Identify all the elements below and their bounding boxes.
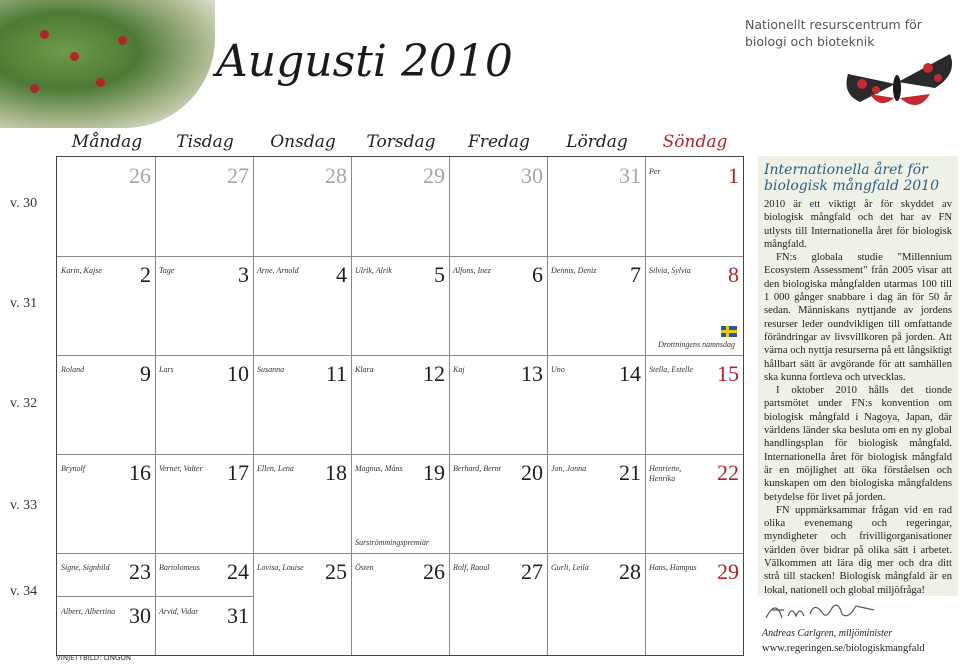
name-day-label: Brynolf xyxy=(61,464,85,473)
day-number: 25 xyxy=(325,559,347,584)
day-number: 10 xyxy=(227,361,249,386)
name-day-label: Jon, Jonna xyxy=(551,464,587,473)
day-cell[interactable] xyxy=(57,454,155,553)
day-cell[interactable] xyxy=(449,355,547,454)
day-cell[interactable] xyxy=(449,454,547,553)
name-day-label: Uno xyxy=(551,365,565,374)
week-number: v. 32 xyxy=(10,396,38,411)
name-day-label: Ulrik, Alrik xyxy=(355,266,392,275)
day-number: 7 xyxy=(630,262,641,287)
name-day-label: Roland xyxy=(61,365,85,374)
name-day-label: Silvia, Sylvia xyxy=(649,266,691,275)
weekday-headers xyxy=(58,132,748,154)
sidebar-paragraph: 2010 är ett viktigt år för skyddet av biologisk mångfald och det har av FN utlysts till Internationella året för biologisk mångfald. xyxy=(764,199,952,250)
day-cell[interactable] xyxy=(645,256,743,355)
day-number: 5 xyxy=(434,262,445,287)
event-label: Surströmmingspremiär xyxy=(355,538,429,547)
day-number: 26 xyxy=(129,163,151,188)
day-number: 6 xyxy=(532,262,543,287)
weekday-header: Fredag xyxy=(468,132,530,152)
day-number: 27 xyxy=(521,559,543,584)
name-day-label: Stella, Estelle xyxy=(649,365,693,374)
berry-dot xyxy=(96,78,105,87)
day-number: 13 xyxy=(521,361,543,386)
signature-icon xyxy=(762,596,882,626)
name-day-label: Gurli, Leila xyxy=(551,563,589,572)
day-number: 17 xyxy=(227,460,249,485)
sidebar-text xyxy=(764,198,952,597)
day-number: 27 xyxy=(227,163,249,188)
day-cell[interactable] xyxy=(155,597,253,653)
name-day-label: Östen xyxy=(355,563,374,572)
sidebar-title: Internationella året för biologisk mångfald 2010 xyxy=(764,162,939,194)
name-day-label: Karin, Kajse xyxy=(61,266,102,275)
day-cell[interactable] xyxy=(57,355,155,454)
day-number: 24 xyxy=(227,559,249,584)
week-number: v. 31 xyxy=(10,296,38,311)
day-number: 21 xyxy=(619,460,641,485)
name-day-label: Klara xyxy=(355,365,374,374)
berry-dot xyxy=(40,30,49,39)
day-cell[interactable] xyxy=(253,553,351,593)
swedish-flag-icon xyxy=(721,326,737,337)
day-number: 16 xyxy=(129,460,151,485)
day-number: 8 xyxy=(728,262,739,287)
name-day-label: Per xyxy=(649,167,661,176)
day-number: 29 xyxy=(423,163,445,188)
day-cell[interactable] xyxy=(645,553,743,593)
berry-dot xyxy=(30,84,39,93)
berry-dot xyxy=(70,52,79,61)
day-number: 23 xyxy=(129,559,151,584)
day-number: 30 xyxy=(129,603,151,628)
day-cell[interactable] xyxy=(449,553,547,593)
day-cell[interactable] xyxy=(57,157,155,256)
day-cell[interactable] xyxy=(645,157,743,256)
day-number: 31 xyxy=(619,163,641,188)
day-cell[interactable] xyxy=(547,454,645,553)
day-number: 9 xyxy=(140,361,151,386)
sidebar-paragraph: I oktober 2010 hålls det tionde partsmötet under FN:s konvention om biologisk mångfald i Nagoya, Japan, där världens länder ska besluta om en ny global handlingsplan för biologisk mångfald. Internationella året för biologisk mångfald är en möjlighet att öka förståelsen och kunskapen om den biologiska mångfaldens betydelse för livet på jorden. xyxy=(764,385,952,503)
name-day-label: Hans, Hampus xyxy=(649,563,697,572)
day-cell[interactable] xyxy=(351,157,449,256)
day-cell[interactable] xyxy=(351,355,449,454)
info-sidebar xyxy=(758,156,958,596)
day-cell[interactable] xyxy=(57,256,155,355)
day-cell[interactable] xyxy=(155,256,253,355)
day-number: 3 xyxy=(238,262,249,287)
info-url: www.regeringen.se/biologiskmangfald xyxy=(762,643,925,654)
day-cell[interactable] xyxy=(57,597,155,653)
day-number: 29 xyxy=(717,559,739,584)
name-day-label: Albert, Albertina xyxy=(61,607,116,616)
lingonberry-vignette-photo xyxy=(0,0,215,128)
name-day-label: Magnus, Måns xyxy=(355,464,403,473)
day-number: 15 xyxy=(717,361,739,386)
day-cell[interactable] xyxy=(351,256,449,355)
name-day-label: Alfons, Inez xyxy=(453,266,491,275)
name-day-label: Susanna xyxy=(257,365,285,374)
day-cell[interactable] xyxy=(449,157,547,256)
day-number: 28 xyxy=(619,559,641,584)
name-day-label: Lovisa, Louise xyxy=(257,563,304,572)
day-number: 12 xyxy=(423,361,445,386)
name-day-label: Rolf, Raoul xyxy=(453,563,490,572)
weekday-header: Tisdag xyxy=(176,132,234,152)
name-day-label: Bartolomeus xyxy=(159,563,200,572)
sidebar-paragraph: FN uppmärksammar frågan vid en rad olika evenemang och regeringar, myndigheter och frivilligorganisationer världen över bidrar på olika sätt i arbetet. Välkommen att lära dig mer och dra ditt strå till stacken! Biologisk mångfald är en lokal, nationell och global miljöfråga! xyxy=(764,504,952,596)
day-number: 30 xyxy=(521,163,543,188)
weekday-header: Onsdag xyxy=(270,132,336,152)
day-cell[interactable] xyxy=(645,454,743,553)
calendar-grid xyxy=(56,156,744,656)
day-number: 22 xyxy=(717,460,739,485)
day-cell[interactable] xyxy=(155,454,253,553)
day-number: 20 xyxy=(521,460,543,485)
week-number: v. 33 xyxy=(10,498,38,513)
day-cell[interactable] xyxy=(253,157,351,256)
name-day-label: Arne, Arnold xyxy=(257,266,299,275)
day-cell[interactable] xyxy=(253,355,351,454)
name-day-label: Tage xyxy=(159,266,175,275)
weekday-header: Måndag xyxy=(71,132,143,152)
day-number: 11 xyxy=(325,361,347,386)
day-cell[interactable] xyxy=(253,454,351,553)
day-number: 1 xyxy=(728,163,739,188)
name-day-label: Henriette, Henrika xyxy=(649,464,682,483)
day-cell[interactable] xyxy=(57,553,155,593)
day-cell[interactable] xyxy=(449,256,547,355)
day-number: 28 xyxy=(325,163,347,188)
photo-credit: VINJETTBILD: LINGON xyxy=(56,654,132,662)
day-number: 19 xyxy=(423,460,445,485)
name-day-label: Verner, Valter xyxy=(159,464,203,473)
day-number: 31 xyxy=(227,603,249,628)
name-day-label: Arvid, Vidar xyxy=(159,607,199,616)
name-day-label: Signe, Signhild xyxy=(61,563,110,572)
day-number: 2 xyxy=(140,262,151,287)
day-cell[interactable] xyxy=(547,157,645,256)
organization-logo-text: Nationellt resurscentrum för biologi och bioteknik xyxy=(745,17,922,49)
week-number: v. 30 xyxy=(10,196,38,211)
day-cell[interactable] xyxy=(547,256,645,355)
day-cell[interactable] xyxy=(155,355,253,454)
weekday-header-sunday: Söndag xyxy=(662,132,728,152)
day-cell[interactable] xyxy=(547,553,645,593)
name-day-label: Ellen, Lena xyxy=(257,464,294,473)
week-number: v. 34 xyxy=(10,584,38,599)
day-cell[interactable] xyxy=(253,256,351,355)
grid-row-divider xyxy=(57,596,253,597)
weekday-header: Torsdag xyxy=(366,132,436,152)
name-day-label: Lars xyxy=(159,365,174,374)
day-number: 26 xyxy=(423,559,445,584)
day-cell[interactable] xyxy=(155,553,253,593)
day-cell[interactable] xyxy=(351,553,449,593)
event-label: Drottningens namnsdag xyxy=(658,340,735,349)
page-title: Augusti 2010 xyxy=(216,36,513,87)
day-cell[interactable] xyxy=(351,454,449,553)
name-day-label: Kaj xyxy=(453,365,465,374)
day-cell[interactable] xyxy=(645,355,743,454)
day-cell[interactable] xyxy=(155,157,253,256)
day-number: 14 xyxy=(619,361,641,386)
day-number: 18 xyxy=(325,460,347,485)
weekday-header: Lördag xyxy=(566,132,628,152)
day-number: 4 xyxy=(336,262,347,287)
name-day-label: Dennis, Deniz xyxy=(551,266,597,275)
name-day-label: Berhard, Bernt xyxy=(453,464,501,473)
moth-logo-icon xyxy=(840,44,955,119)
signer-name: Andreas Carlgren, miljöminister xyxy=(762,628,893,639)
sidebar-paragraph: FN:s globala studie "Millennium Ecosystem Assessment" från 2005 visar att den biologiska mångfalden utarmas 100 till 1 000 gånger snabbare i dag än för 50 år sedan. Människans nyttjande av jordens resurser leder oundvikligen till omfattande förändringar av livsvillkoren på jorden. Att värna och nyttja resurserna på ett långsiktigt hållbart sätt är avgörande för att samhällen ska kunna fortleva och utvecklas. xyxy=(764,252,952,383)
berry-dot xyxy=(118,36,127,45)
day-cell[interactable] xyxy=(547,355,645,454)
